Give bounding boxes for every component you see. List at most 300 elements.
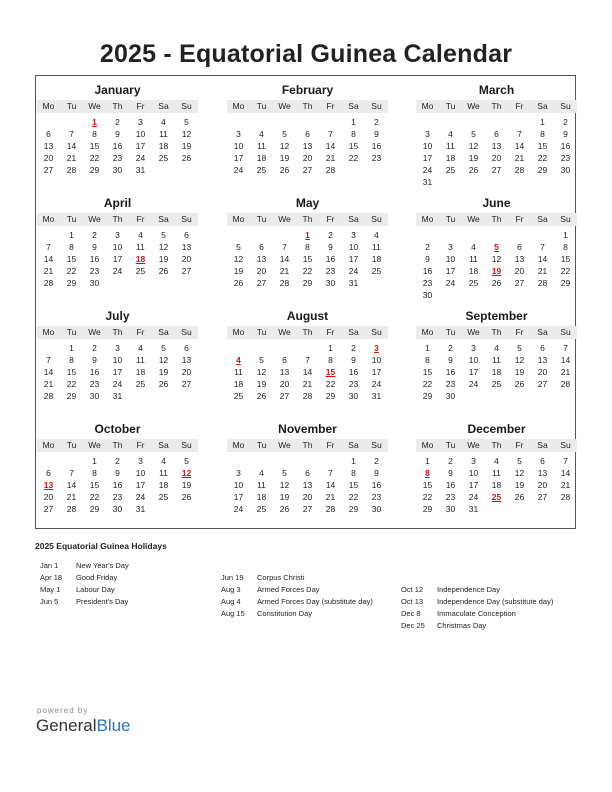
day-cell: 31 [468,504,479,514]
day-cell: 10 [135,468,146,478]
day-cell: 1 [92,456,97,466]
day-cell: 11 [136,242,145,252]
day-cell: 9 [328,242,333,252]
weekday-header [227,439,388,452]
week-row [37,152,198,164]
weekday-label: Su [560,214,571,224]
day-cell: 18 [445,153,456,163]
day-cell: 21 [560,367,571,377]
day-cell: 11 [372,242,381,252]
weekday-label: Tu [256,327,267,337]
day-cell: 31 [371,391,382,401]
weekday-label: Th [491,440,502,450]
holiday-item [401,596,553,608]
day-cell: 30 [348,391,359,401]
weekday-label: Su [181,440,192,450]
week-row [416,455,577,467]
day-cell: 21 [325,153,336,163]
day-cell [508,289,531,301]
day-cell: 26 [233,278,244,288]
page-title: 2025 - Equatorial Guinea Calendar [99,40,513,68]
day-cell: 5 [282,468,287,478]
day-cell: 8 [351,129,356,139]
weekday-label: Sa [348,327,359,337]
day-cell: 30 [112,504,123,514]
day-cell: 14 [66,141,77,151]
day-cell: 31 [135,504,146,514]
day-cell: 14 [279,254,290,264]
day-cell: 27 [43,165,54,175]
week-row [227,140,388,152]
day-cell: 7 [46,242,51,252]
day-cell: 21 [560,480,571,490]
day-cell [462,176,485,188]
weekday-label: We [88,101,101,111]
day-cell: 24 [468,492,479,502]
day-cell: 13 [181,355,192,365]
day-cell: 6 [184,343,189,353]
month-january [37,83,198,176]
day-cell [485,176,508,188]
day-cell: 9 [374,468,379,478]
day-cell: 18 [233,379,244,389]
holiday-date: Dec 8 [401,609,421,618]
month-name: November [278,422,337,436]
day-cell: 28 [66,165,77,175]
weekday-label: Sa [537,327,548,337]
day-cell [462,116,485,128]
weekday-label: Su [371,440,382,450]
day-cell [250,229,273,241]
day-cell: 24 [233,504,244,514]
day-cell: 20 [43,492,54,502]
weekday-label: Su [560,327,571,337]
day-cell: 17 [468,367,479,377]
day-cell: 11 [492,355,501,365]
day-cell: 24 [135,153,146,163]
day-cell: 6 [46,468,51,478]
weekday-label: We [467,214,480,224]
day-cell: 8 [92,468,97,478]
day-cell: 12 [279,480,290,490]
day-cell: 4 [374,230,379,240]
day-cell: 4 [161,456,166,466]
weekday-label: Su [181,101,192,111]
day-cell: 13 [279,367,290,377]
month-name: March [478,83,515,97]
day-cell: 9 [563,129,568,139]
day-cell: 14 [325,141,336,151]
weekday-label: Su [371,101,382,111]
day-cell: 7 [328,468,333,478]
holiday-day-cell: 8 [425,468,430,478]
holiday-date: Apr 18 [40,573,63,582]
day-cell: 12 [181,129,192,139]
day-cell: 20 [302,492,313,502]
week-row [416,241,577,253]
weekday-label: Sa [348,440,359,450]
day-cell: 24 [112,266,123,276]
weekday-label: Th [112,101,123,111]
week-row [227,277,388,289]
weekday-label: Th [302,327,313,337]
day-cell: 1 [69,230,74,240]
day-cell [273,455,296,467]
holiday-item [221,608,373,620]
day-cell: 2 [92,343,97,353]
day-cell: 18 [491,480,502,490]
day-cell: 23 [371,153,382,163]
week-row [416,140,577,152]
holiday-date: Aug 15 [221,609,245,618]
day-cell: 5 [184,456,189,466]
weekday-label: Tu [66,214,77,224]
weekday-label: Sa [537,101,548,111]
month-name: December [467,422,526,436]
week-row [227,503,388,515]
day-cell: 12 [279,141,290,151]
day-cell: 6 [46,129,51,139]
day-cell: 30 [371,504,382,514]
day-cell: 9 [351,355,356,365]
weekday-label: Th [112,440,123,450]
day-cell: 19 [181,141,192,151]
holiday-name: Corpus Christi [257,573,305,582]
day-cell: 26 [468,165,479,175]
calendar-grid [35,75,576,529]
week-row [416,491,577,503]
day-cell: 21 [66,492,77,502]
day-cell [554,390,577,402]
day-cell [175,277,198,289]
day-cell: 8 [425,355,430,365]
day-cell [152,390,175,402]
day-cell: 30 [89,278,100,288]
day-cell: 17 [468,480,479,490]
day-cell: 20 [181,367,192,377]
weekday-label: Fr [515,214,524,224]
day-cell: 10 [445,254,456,264]
day-cell: 16 [89,254,100,264]
weekday-header [227,213,388,226]
day-cell: 17 [422,153,433,163]
day-cell: 18 [135,367,146,377]
day-cell: 22 [89,153,100,163]
day-cell: 26 [181,153,192,163]
weekday-label: Sa [348,214,359,224]
day-cell: 15 [66,367,77,377]
week-row [37,164,198,176]
day-cell: 9 [115,468,120,478]
day-cell: 27 [181,379,192,389]
day-cell: 10 [233,480,244,490]
day-cell: 3 [471,456,476,466]
weekday-label: We [278,440,291,450]
day-cell [365,277,388,289]
day-cell: 29 [66,278,77,288]
day-cell [273,229,296,241]
day-cell: 13 [537,355,548,365]
day-cell [152,164,175,176]
month-name: July [105,309,130,323]
day-cell: 24 [422,165,433,175]
holiday-day-cell: 5 [494,242,499,252]
weekday-label: Fr [515,101,524,111]
week-row [227,253,388,265]
day-cell: 1 [425,343,430,353]
month-july [37,309,198,402]
day-cell: 1 [328,343,333,353]
day-cell: 3 [425,129,430,139]
day-cell: 27 [302,165,313,175]
day-cell: 28 [560,379,571,389]
week-row [416,479,577,491]
day-cell: 16 [422,266,433,276]
weekday-label: Th [302,440,313,450]
day-cell: 7 [69,129,74,139]
weekday-label: Mo [42,327,55,337]
day-cell [485,116,508,128]
day-cell: 23 [371,492,382,502]
weekday-label: Th [302,214,313,224]
holiday-date: Aug 3 [221,585,241,594]
day-cell: 12 [256,367,267,377]
day-cell: 22 [560,266,571,276]
day-cell: 13 [514,254,525,264]
holiday-item [221,596,373,608]
day-cell: 5 [471,129,476,139]
day-cell: 7 [46,355,51,365]
weekday-header [37,439,198,452]
week-row [227,455,388,467]
day-cell: 20 [279,379,290,389]
weekday-label: Th [491,327,502,337]
week-row [416,277,577,289]
day-cell: 22 [422,379,433,389]
weekday-label: Th [491,214,502,224]
week-row [227,390,388,402]
day-cell: 19 [158,367,169,377]
day-cell: 9 [115,129,120,139]
day-cell: 14 [325,480,336,490]
holiday-item [40,596,129,608]
week-row [37,378,198,390]
day-cell: 11 [234,367,243,377]
day-cell: 19 [279,492,290,502]
holiday-name: Constitution Day [257,609,313,618]
weekday-label: Fr [136,440,145,450]
month-june [416,196,577,301]
day-cell: 23 [445,379,456,389]
holiday-day-cell: 1 [92,117,97,127]
holiday-day-cell: 13 [43,480,54,490]
day-cell: 25 [445,165,456,175]
week-row [227,342,388,354]
day-cell: 21 [325,492,336,502]
month-name: May [295,196,320,210]
day-cell [462,289,485,301]
day-cell: 25 [158,492,169,502]
day-cell: 22 [66,379,77,389]
generalblue-logo[interactable] [36,716,131,736]
week-row [416,229,577,241]
day-cell [508,390,531,402]
holiday-name: Armed Forces Day (substitute day) [257,597,373,606]
day-cell: 29 [348,504,359,514]
day-cell [554,176,577,188]
day-cell: 29 [537,165,548,175]
weekday-label: Sa [158,101,169,111]
day-cell: 2 [351,343,356,353]
day-cell: 23 [325,266,336,276]
day-cell [319,455,342,467]
day-cell [554,503,577,515]
day-cell: 14 [514,141,525,151]
day-cell: 11 [159,129,168,139]
weekday-label: Tu [256,101,267,111]
week-row [37,467,198,479]
day-cell: 10 [468,355,479,365]
day-cell: 3 [115,230,120,240]
day-cell: 30 [89,391,100,401]
day-cell: 15 [560,254,571,264]
week-row [227,479,388,491]
day-cell: 20 [491,153,502,163]
weekday-label: Fr [326,214,335,224]
day-cell: 24 [135,492,146,502]
day-cell: 13 [537,468,548,478]
day-cell: 19 [279,153,290,163]
weekday-label: We [88,327,101,337]
day-cell [250,342,273,354]
day-cell: 3 [138,117,143,127]
weekday-label: Tu [66,101,77,111]
day-cell: 14 [66,480,77,490]
day-cell: 15 [348,141,359,151]
weekday-label: Fr [326,327,335,337]
day-cell: 11 [492,468,501,478]
day-cell: 10 [135,129,146,139]
day-cell [531,289,554,301]
day-cell: 20 [514,266,525,276]
week-row [37,455,198,467]
weekday-label: Su [371,327,382,337]
day-cell: 10 [233,141,244,151]
day-cell: 14 [560,468,571,478]
day-cell: 3 [471,343,476,353]
day-cell: 20 [537,367,548,377]
day-cell: 29 [89,165,100,175]
day-cell [439,229,462,241]
day-cell: 13 [491,141,502,151]
day-cell: 20 [43,153,54,163]
holiday-day-cell: 4 [236,355,241,365]
day-cell: 3 [448,242,453,252]
day-cell: 1 [351,456,356,466]
day-cell: 25 [135,266,146,276]
day-cell: 2 [374,456,379,466]
weekday-label: Mo [42,214,55,224]
month-april [37,196,198,289]
day-cell: 29 [89,504,100,514]
day-cell: 9 [425,254,430,264]
day-cell [175,164,198,176]
day-cell: 25 [256,504,267,514]
brand-general: General [36,716,97,735]
holiday-item [401,584,553,596]
day-cell: 7 [328,129,333,139]
day-cell: 5 [236,242,241,252]
day-cell: 18 [468,266,479,276]
weekday-label: Mo [421,440,434,450]
weekday-label: Tu [66,327,77,337]
day-cell [296,455,319,467]
day-cell: 28 [325,165,336,175]
day-cell: 27 [537,379,548,389]
day-cell: 4 [448,129,453,139]
day-cell [416,116,439,128]
day-cell: 29 [325,391,336,401]
holiday-name: Christmas Day [437,621,487,630]
holiday-name: Independence Day (substitute day) [437,597,554,606]
day-cell: 6 [540,456,545,466]
day-cell: 2 [425,242,430,252]
day-cell: 23 [422,278,433,288]
day-cell: 22 [66,266,77,276]
day-cell: 4 [259,468,264,478]
holiday-day-cell: 18 [135,254,146,264]
day-cell: 11 [257,141,266,151]
day-cell: 27 [256,278,267,288]
day-cell: 20 [181,254,192,264]
day-cell [485,503,508,515]
holiday-day-cell: 25 [491,492,502,502]
day-cell: 2 [115,117,120,127]
holiday-name: New Year's Day [76,561,129,570]
day-cell: 15 [537,141,548,151]
holiday-name: Labour Day [76,585,115,594]
day-cell: 17 [348,254,359,264]
week-row [416,342,577,354]
weekday-label: Mo [232,327,245,337]
day-cell: 7 [305,355,310,365]
day-cell: 10 [422,141,433,151]
day-cell: 8 [69,242,74,252]
day-cell: 3 [236,468,241,478]
day-cell: 5 [161,343,166,353]
day-cell: 8 [563,242,568,252]
day-cell [152,277,175,289]
day-cell: 18 [491,367,502,377]
day-cell: 4 [471,242,476,252]
weekday-label: We [467,327,480,337]
day-cell: 16 [371,141,382,151]
day-cell: 11 [446,141,455,151]
holiday-item [40,560,129,572]
day-cell: 26 [158,266,169,276]
day-cell: 12 [514,468,525,478]
weekday-label: Mo [42,440,55,450]
holiday-column [40,560,129,608]
day-cell: 13 [302,141,313,151]
day-cell: 17 [135,480,146,490]
day-cell: 16 [112,480,123,490]
week-row [37,479,198,491]
day-cell: 27 [181,266,192,276]
weekday-label: Tu [256,214,267,224]
week-row [416,176,577,188]
weekday-header [37,213,198,226]
